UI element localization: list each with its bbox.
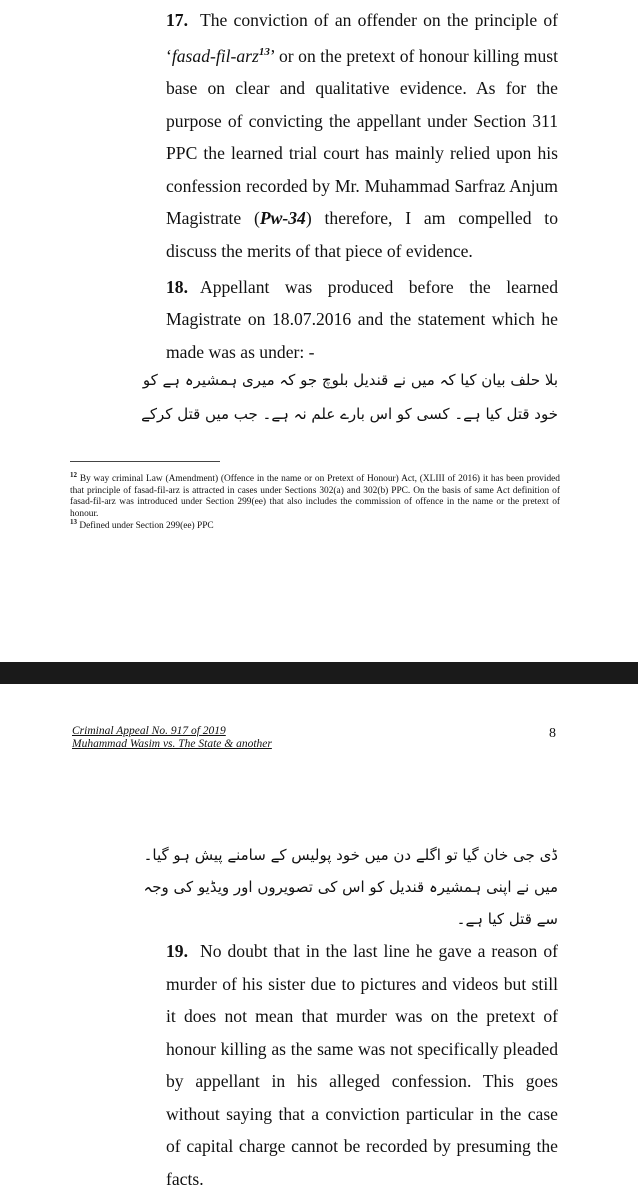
footnote-divider	[70, 461, 220, 462]
urdu-statement-line: سے قتل کیا ہے۔	[456, 910, 558, 928]
term-fasad-fil-arz: fasad-fil-arz	[171, 45, 259, 66]
paragraph-number: 19.	[166, 941, 188, 961]
paragraph-number: 17.	[166, 9, 188, 30]
paragraph-19	[166, 919, 558, 1195]
para-text: ) therefore, I am compelled to discuss the merits of that piece of evidence.	[166, 208, 558, 261]
urdu-statement-line: بلا حلف بیان کیا کہ میں نے قندیل بلوچ جو کہ میری ہمشیرہ ہے کو	[142, 371, 558, 389]
footnote-13	[70, 517, 560, 533]
footnote-text: By way criminal Law (Amendment) (Offence in the name or on Pretext of Honour) Act, (XLIII of 2016) it has been provided that principle of fasad-fil-arz is attracted in cases under Sections 302(a) and 302(b) PPC. On the basis of same Act definition of fasad-fil-arz was introduced under Section 299(ee) that also includes the commission of offence in the name or the pretext of honour.	[70, 474, 560, 519]
paragraph-number: 18.	[166, 276, 188, 297]
urdu-statement-line: خود قتل کیا ہے۔ کسی کو اس بارے علم نہ ہے۔ جب میں قتل کرکے	[141, 405, 558, 423]
footnote-number: 12	[70, 471, 77, 479]
paragraph-18	[166, 271, 558, 369]
footnote-number: 13	[70, 518, 77, 526]
para-text: No doubt that in the last line he gave a reason of murder of his sister due to pictures and videos but still it does not mean that murder was on the pretext of honour killing as the same was not specifically pleaded by appellant in his alleged confession. This goes without saying that a conviction particular in the case of capital charge cannot be recorded by presuming the facts.	[166, 941, 558, 1189]
footnote-ref[interactable]: 13	[258, 46, 270, 59]
page-number: 8	[549, 726, 556, 741]
paragraph-17	[166, 4, 558, 268]
case-parties: Muhammad Wasim vs. The State & another	[72, 738, 272, 750]
case-number: Criminal Appeal No. 917 of 2019	[72, 725, 226, 737]
footnote-12	[70, 470, 560, 520]
page-separator	[0, 662, 638, 684]
para-text: The conviction of an offender on the principle of ‘	[166, 9, 558, 66]
footnote-text: Defined under Section 299(ee) PPC	[79, 521, 214, 532]
witness-ref: Pw-34	[259, 208, 306, 229]
urdu-statement-line: میں نے اپنی ہمشیرہ قندیل کو اس کی تصویروں اور ویڈیو کی وجہ	[143, 878, 558, 896]
case-header	[72, 725, 272, 751]
para-text: Appellant was produced before the learned Magistrate on 18.07.2016 and the statement which he made was as under: -	[166, 276, 558, 362]
urdu-statement-line: ڈی جی خان گیا تو اگلے دن میں خود پولیس کے سامنے پیش ہو گیا۔	[143, 846, 558, 864]
para-text: ’ or on the pretext of honour killing must base on clear and qualitative evidence. As for the purpose of convicting the appellant under Section 311 PPC the learned trial court has mainly relied upon his confession recorded by Mr. Muhammad Sarfraz Anjum Magistrate (	[166, 45, 558, 229]
